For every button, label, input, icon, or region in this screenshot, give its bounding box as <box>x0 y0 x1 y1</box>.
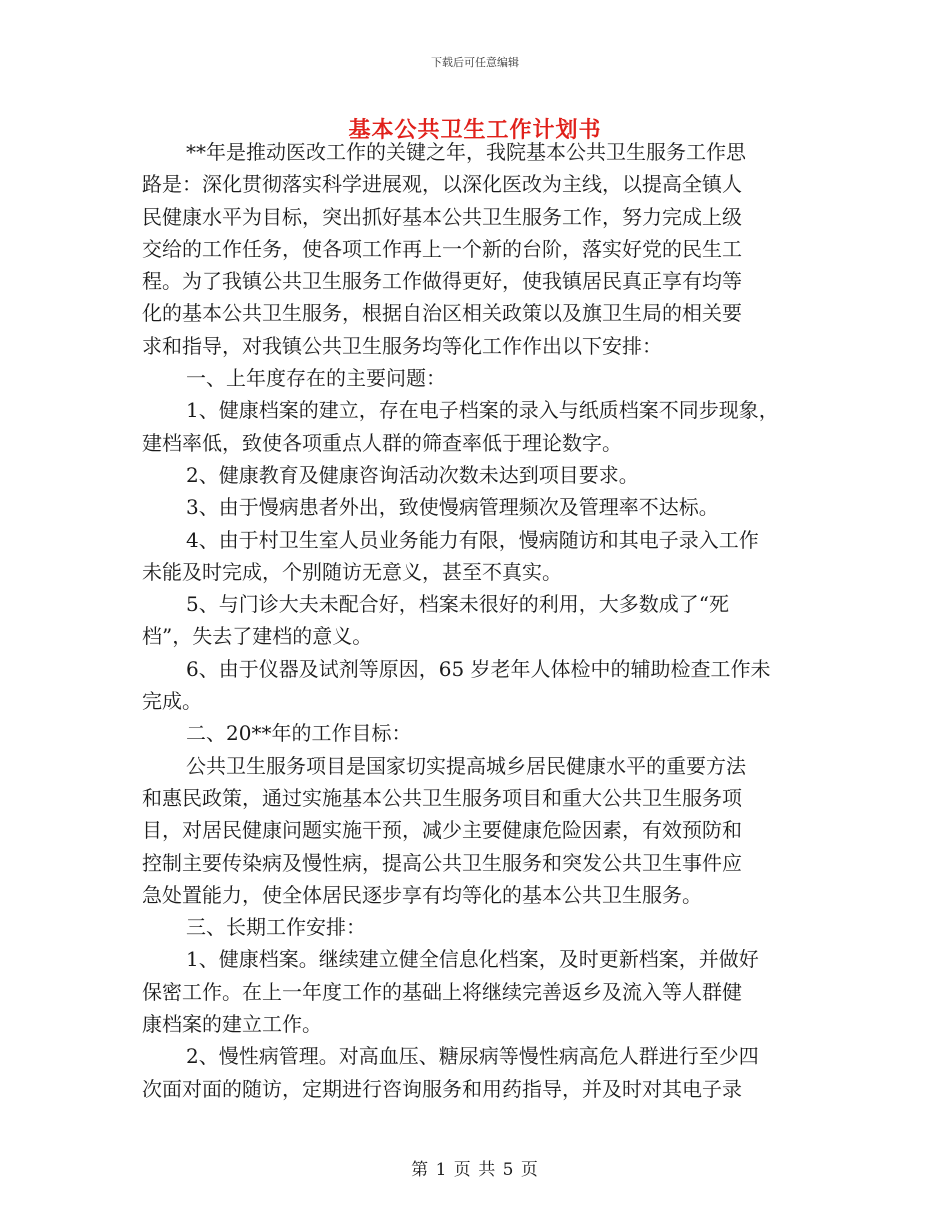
text-line: 急处置能力，使全体居民逐步享有均等化的基本公共卫生服务。 <box>142 882 702 907</box>
paragraph <box>142 911 814 943</box>
paragraph <box>142 362 814 394</box>
paragraph <box>142 717 814 749</box>
paragraph <box>142 653 814 718</box>
document-title: 基本公共卫生工作计划书 <box>348 117 602 143</box>
text-line: 康档案的建立工作。 <box>142 1012 322 1037</box>
paragraph <box>142 459 814 491</box>
paragraph <box>142 750 814 911</box>
document-body <box>142 136 814 1105</box>
paragraph <box>142 943 814 1040</box>
text-line: 目，对居民健康问题实施干预，减少主要健康危险因素，有效预防和 <box>142 818 742 843</box>
text-line: 档”，失去了建档的意义。 <box>142 624 373 649</box>
text-line: 2、慢性病管理。对高血压、糖尿病等慢性病高危人群进行至少四 <box>186 1044 759 1069</box>
text-line: 和惠民政策，通过实施基本公共卫生服务项目和重大公共卫生服务项 <box>142 785 742 810</box>
text-line: 民健康水平为目标，突出抓好基本公共卫生服务工作，努力完成上级 <box>142 204 742 229</box>
text-line: 程。为了我镇公共卫生服务工作做得更好，使我镇居民真正享有均等 <box>142 269 742 294</box>
text-line: 未能及时完成，个别随访无意义，甚至不真实。 <box>142 559 562 584</box>
text-line: 完成。 <box>142 689 202 714</box>
text-line: 化的基本公共卫生服务，根据自治区相关政策以及旗卫生局的相关要 <box>142 301 742 326</box>
paragraph <box>142 136 814 362</box>
text-line: 路是：深化贯彻落实科学进展观，以深化医改为主线，以提高全镇人 <box>142 172 742 197</box>
paragraph <box>142 394 814 459</box>
text-line: 交给的工作任务，使各项工作再上一个新的台阶，落实好党的民生工 <box>142 236 742 261</box>
text-line: 二、20**年的工作目标： <box>186 721 412 746</box>
text-line: 公共卫生服务项目是国家切实提高城乡居民健康水平的重要方法 <box>186 753 746 778</box>
text-line: 1、健康档案。继续建立健全信息化档案，及时更新档案，并做好 <box>186 947 759 972</box>
text-line: 6、由于仪器及试剂等原因，65 岁老年人体检中的辅助检查工作未 <box>186 656 771 681</box>
text-line: 3、由于慢病患者外出，致使慢病管理频次及管理率不达标。 <box>186 495 719 520</box>
text-line: 三、长期工作安排： <box>186 915 366 940</box>
text-line: 保密工作。在上一年度工作的基础上将继续完善返乡及流入等人群健 <box>142 979 742 1004</box>
text-line: 1、健康档案的建立，存在电子档案的录入与纸质档案不同步现象， <box>186 398 779 423</box>
header-note: 下载后可任意编辑 <box>431 56 519 69</box>
paragraph <box>142 491 814 523</box>
paragraph <box>142 1040 814 1105</box>
text-line: 5、与门诊大夫未配合好，档案未很好的利用，大多数成了“死 <box>186 592 729 617</box>
text-line: 控制主要传染病及慢性病，提高公共卫生服务和突发公共卫生事件应 <box>142 850 742 875</box>
paragraph <box>142 524 814 589</box>
text-line: 4、由于村卫生室人员业务能力有限，慢病随访和其电子录入工作 <box>186 527 759 552</box>
text-line: 次面对面的随访，定期进行咨询服务和用药指导，并及时对其电子录 <box>142 1076 742 1101</box>
text-line: 求和指导，对我镇公共卫生服务均等化工作作出以下安排： <box>142 333 662 358</box>
text-line: **年是推动医改工作的关键之年，我院基本公共卫生服务工作思 <box>186 140 746 164</box>
text-line: 一、上年度存在的主要问题： <box>186 366 446 391</box>
paragraph <box>142 588 814 653</box>
page-footer: 第 1 页 共 5 页 <box>411 1160 539 1180</box>
text-line: 2、健康教育及健康咨询活动次数未达到项目要求。 <box>186 462 639 487</box>
text-line: 建档率低，致使各项重点人群的筛查率低于理论数字。 <box>142 430 622 455</box>
